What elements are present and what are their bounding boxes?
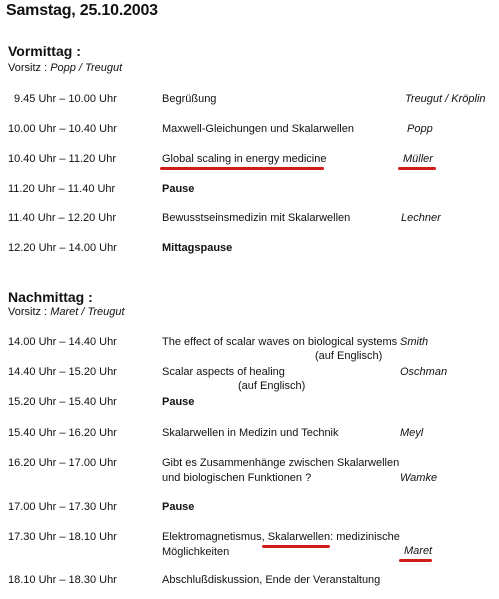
chair-label: Vorsitz :	[8, 62, 48, 74]
highlight-underline	[160, 167, 324, 170]
time-slot: 11.20 Uhr – 11.40 Uhr	[8, 183, 116, 195]
talk-title	[162, 531, 400, 543]
time-slot: 15.40 Uhr – 16.20 Uhr	[8, 427, 117, 439]
language-note: (auf Englisch)	[238, 380, 306, 392]
chair-morning	[8, 62, 122, 74]
highlight-underline	[398, 167, 436, 170]
time-slot: 11.40 Uhr – 12.20 Uhr	[8, 212, 117, 224]
section-title-morning: Vormittag :	[8, 43, 81, 59]
talk-title: Scalar aspects of healing	[162, 366, 285, 378]
speaker: Popp	[407, 123, 433, 135]
speaker: Müller	[403, 153, 433, 165]
highlight-underline	[262, 545, 330, 548]
speaker: Smith	[400, 336, 429, 348]
speaker: Treugut / Kröplin	[405, 93, 486, 105]
time-slot: 10.00 Uhr – 10.40 Uhr	[8, 123, 117, 135]
highlight-underline	[399, 559, 432, 562]
speaker: Maret	[404, 545, 433, 557]
chair-label: Vorsitz :	[8, 306, 48, 318]
time-slot: 17.30 Uhr – 18.10 Uhr	[8, 531, 117, 543]
speaker: Meyl	[400, 427, 424, 439]
time-slot: 18.10 Uhr – 18.30 Uhr	[8, 574, 117, 586]
page-date: Samstag, 25.10.2003	[6, 2, 158, 19]
language-note: (auf Englisch)	[315, 350, 383, 362]
talk-title: Skalarwellen in Medizin und Technik	[162, 427, 339, 439]
talk-title-pre: Elektromagnetismus,	[162, 531, 268, 543]
talk-title: Global scaling in energy medicine	[162, 153, 327, 165]
time-slot: 9.45 Uhr – 10.00 Uhr	[14, 93, 117, 105]
speaker: Lechner	[401, 212, 441, 224]
talk-title-line2: Möglichkeiten	[162, 546, 230, 558]
chair-afternoon	[8, 306, 125, 318]
talk-title: Gibt es Zusammenhänge zwischen Skalarwellen	[162, 457, 400, 469]
break-label: Pause	[162, 396, 195, 408]
break-label: Pause	[162, 183, 195, 195]
break-label: Pause	[162, 501, 195, 513]
talk-title: The effect of scalar waves on biological systems	[162, 336, 398, 348]
section-title-afternoon: Nachmittag :	[8, 289, 93, 305]
time-slot: 16.20 Uhr – 17.00 Uhr	[8, 457, 117, 469]
talk-title-line2: und biologischen Funktionen ?	[162, 472, 312, 484]
time-slot: 14.40 Uhr – 15.20 Uhr	[8, 366, 117, 378]
talk-title: Begrüßung	[162, 93, 217, 105]
speaker: Wamke	[400, 472, 438, 484]
time-slot: 10.40 Uhr – 11.20 Uhr	[8, 153, 117, 165]
speaker: Oschman	[400, 366, 448, 378]
chair-names: Maret / Treugut	[50, 306, 125, 318]
break-label: Mittagspause	[162, 242, 233, 254]
talk-title: Maxwell-Gleichungen und Skalarwellen	[162, 123, 354, 135]
chair-names: Popp / Treugut	[50, 62, 123, 74]
talk-title: Bewusstseinsmedizin mit Skalarwellen	[162, 212, 351, 224]
talk-title: Abschlußdiskussion, Ende der Veranstaltung	[162, 574, 381, 586]
time-slot: 14.00 Uhr – 14.40 Uhr	[8, 336, 117, 348]
time-slot: 17.00 Uhr – 17.30 Uhr	[8, 501, 117, 513]
talk-title-highlight: Skalarwellen	[267, 531, 331, 543]
talk-title-post: : medizinische	[330, 531, 400, 543]
time-slot: 12.20 Uhr – 14.00 Uhr	[8, 242, 117, 254]
time-slot: 15.20 Uhr – 15.40 Uhr	[8, 396, 117, 408]
